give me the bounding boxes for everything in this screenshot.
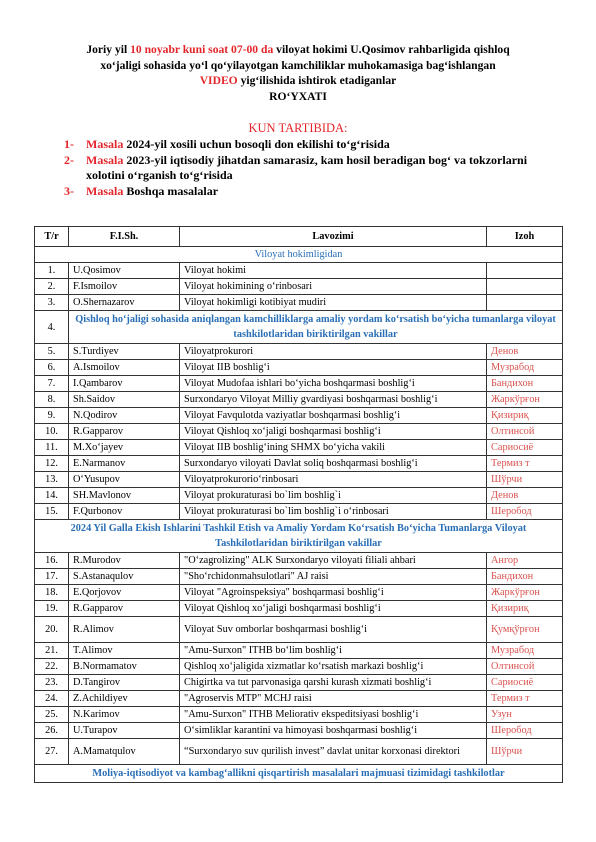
person-position: O‘simliklar karantini va himoyasi boshqarmasi boshlig‘i [180, 723, 487, 739]
agenda-item-text: Masala 2023-yil iqtisodiy jihatdan samarasiz, kam hosil beradigan bog‘ va tokzorlarni xolotini o‘rganish to‘g‘risida [86, 152, 528, 182]
person-position: Viloyat prokuraturasi bo`lim boshlig`i [180, 488, 487, 504]
agenda-item [64, 184, 554, 200]
row-number: 18. [35, 585, 69, 601]
row-number: 4. [35, 311, 69, 344]
participants-table [34, 226, 563, 783]
person-position: Viloyat hokimligi kotibiyat mudiri [180, 295, 487, 311]
header-text: viloyat hokimi U.Qosimov rahbarligida qishloq [273, 43, 510, 56]
row-number: 14. [35, 488, 69, 504]
district-note: Бандихон [487, 376, 563, 392]
table-row [35, 643, 563, 659]
person-position: Viloyat Mudofaa ishlari bo‘yicha boshqarmasi boshlig‘i [180, 376, 487, 392]
column-header-note: Izoh [487, 227, 563, 247]
agenda-item-keyword: Masala [86, 183, 124, 198]
agenda-title: KUN TARTIBIDA: [248, 121, 348, 135]
table-row [35, 263, 563, 279]
row-number: 17. [35, 569, 69, 585]
person-name: O.Shernazarov [69, 295, 180, 311]
person-name: A.Ismoilov [69, 360, 180, 376]
row-number: 12. [35, 456, 69, 472]
person-position: Viloyat Qishloq xo‘jaligi boshqarmasi boshlig‘i [180, 424, 487, 440]
person-name: F.Qurbonov [69, 504, 180, 520]
person-name: D.Tangirov [69, 675, 180, 691]
district-note: Термиз т [487, 691, 563, 707]
person-position: Surxondaryo Viloyat Milliy gvardiyasi boshqarmasi boshlig‘i [180, 392, 487, 408]
column-header-number: T/r [35, 227, 69, 247]
person-name: Z.Achildiyev [69, 691, 180, 707]
person-position: Viloyat prokuraturasi bo`lim boshlig`i o‘rinbosari [180, 504, 487, 520]
person-name: F.Ismoilov [69, 279, 180, 295]
person-position: Viloyat IIB boshlig‘i [180, 360, 487, 376]
table-row [35, 553, 563, 569]
row-number: 23. [35, 675, 69, 691]
table-row [35, 707, 563, 723]
district-note: Жаркўрғон [487, 392, 563, 408]
person-position: Viloyat "Agroinspeksiya" boshqarmasi boshlig‘i [180, 585, 487, 601]
person-name: T.Alimov [69, 643, 180, 659]
person-position: "Sho‘rchidonmahsulotlari" AJ raisi [180, 569, 487, 585]
district-note: Олтинсой [487, 659, 563, 675]
district-note: Бандихон [487, 569, 563, 585]
table-row [35, 392, 563, 408]
district-note: Музрабод [487, 643, 563, 659]
district-note [487, 279, 563, 295]
header-text: yig‘ilishida ishtirok etadiganlar [237, 74, 397, 87]
agenda-item-text: Masala 2024-yil xosili uchun bosoqli don ekilishi to‘g‘risida [86, 137, 390, 151]
person-position: "Agroservis MTP" MCHJ raisi [180, 691, 487, 707]
table-row [35, 675, 563, 691]
district-note: Қизириқ [487, 408, 563, 424]
person-position: Viloyat IIB boshlig‘ining SHMX bo‘yicha vakili [180, 440, 487, 456]
district-note: Жаркўрғон [487, 585, 563, 601]
row-number: 22. [35, 659, 69, 675]
person-name: S.Turdiyev [69, 344, 180, 360]
row-number: 13. [35, 472, 69, 488]
district-note: Денов [487, 488, 563, 504]
person-position: “Surxondaryo suv qurilish invest” davlat unitar korxonasi direktori [180, 739, 487, 765]
person-position: Viloyat Suv omborlar boshqarmasi boshlig‘i [180, 617, 487, 643]
person-name: E.Narmanov [69, 456, 180, 472]
header-line-1 [40, 42, 556, 58]
row-number: 5. [35, 344, 69, 360]
person-name: R.Alimov [69, 617, 180, 643]
row-number: 16. [35, 553, 69, 569]
district-note: Сариосиё [487, 440, 563, 456]
row-number: 1. [35, 263, 69, 279]
district-note: Ангор [487, 553, 563, 569]
person-position: Surxondaryo viloyati Davlat soliq boshqarmasi boshlig‘i [180, 456, 487, 472]
person-name: M.Xo‘jayev [69, 440, 180, 456]
agenda-item [64, 137, 554, 153]
row-number: 8. [35, 392, 69, 408]
district-note: Денов [487, 344, 563, 360]
row-number: 20. [35, 617, 69, 643]
person-name: N.Karimov [69, 707, 180, 723]
agenda-item-keyword: Masala [86, 152, 124, 167]
header-text: Joriy yil [86, 43, 131, 56]
table-row [35, 440, 563, 456]
table-row [35, 585, 563, 601]
district-note: Шеробод [487, 504, 563, 520]
table-row [35, 344, 563, 360]
table-row [35, 360, 563, 376]
header-line-2: xo‘jaligi sohasida yo‘l qo‘yilayotgan kamchiliklar muhokamasiga bag‘ishlangan [100, 58, 496, 72]
person-name: I.Qambarov [69, 376, 180, 392]
person-position: Viloyatprokurorio‘rinbosari [180, 472, 487, 488]
row-number: 26. [35, 723, 69, 739]
district-note: Шеробод [487, 723, 563, 739]
person-name: U.Qosimov [69, 263, 180, 279]
person-name: B.Normamatov [69, 659, 180, 675]
district-note: Узун [487, 707, 563, 723]
table-row [35, 376, 563, 392]
row-number: 10. [35, 424, 69, 440]
table-row [35, 691, 563, 707]
table-row [35, 617, 563, 643]
table-row [35, 279, 563, 295]
person-name: A.Mamatqulov [69, 739, 180, 765]
row-number: 24. [35, 691, 69, 707]
row-number: 9. [35, 408, 69, 424]
agenda-list [64, 137, 554, 199]
row-number: 25. [35, 707, 69, 723]
table-row [35, 504, 563, 520]
person-name: SH.Mavlonov [69, 488, 180, 504]
district-note [487, 263, 563, 279]
table-row [35, 488, 563, 504]
district-note: Қумқўрғон [487, 617, 563, 643]
table-header-row [35, 227, 563, 247]
header-video-label: VIDEO [199, 74, 238, 87]
row-number: 19. [35, 601, 69, 617]
agenda-item [64, 153, 554, 184]
section-heading-finance-row [35, 765, 563, 783]
section-heading-agriculture: Qishloq ho‘jaligi sohasida aniqlangan kamchilliklarga amaliy yordam ko‘rsatish bo‘yicha tumanlarga viloyat tashkilotlaridan biriktirilgan vakillar [69, 311, 563, 344]
agenda-item-number: 3- [64, 183, 74, 198]
person-name: O‘Yusupov [69, 472, 180, 488]
section-heading-regional: Viloyat hokimligidan [35, 247, 563, 263]
row-number: 15. [35, 504, 69, 520]
table-row [35, 295, 563, 311]
person-name: R.Gapparov [69, 601, 180, 617]
person-name: N.Qodirov [69, 408, 180, 424]
person-position: "Amu-Surxon" ITHB Meliorativ ekspeditsiyasi boshlig‘i [180, 707, 487, 723]
person-position: Viloyat hokimining o‘rinbosari [180, 279, 487, 295]
district-note: Олтинсой [487, 424, 563, 440]
person-position: Viloyat Favqulotda vaziyatlar boshqarmasi boshlig‘i [180, 408, 487, 424]
person-name: U.Turapov [69, 723, 180, 739]
person-position: Chigirtka va tut parvonasiga qarshi kurash xizmati boshlig‘i [180, 675, 487, 691]
district-note: Шўрчи [487, 472, 563, 488]
header-line-3 [40, 73, 556, 89]
person-name: S.Astanaqulov [69, 569, 180, 585]
table-row [35, 424, 563, 440]
person-name: R.Murodov [69, 553, 180, 569]
agenda-item-number: 1- [64, 137, 74, 151]
table-body [35, 247, 563, 783]
district-note: Сариосиё [487, 675, 563, 691]
district-note [487, 295, 563, 311]
row-number: 2. [35, 279, 69, 295]
person-name: E.Qorjovov [69, 585, 180, 601]
section-heading-regional-row [35, 247, 563, 263]
section-heading-agriculture-row [35, 311, 563, 344]
column-header-position: Lavozimi [180, 227, 487, 247]
person-name: Sh.Saidov [69, 392, 180, 408]
person-position: Viloyat hokimi [180, 263, 487, 279]
district-note: Қизириқ [487, 601, 563, 617]
table-row [35, 723, 563, 739]
district-note: Термиз т [487, 456, 563, 472]
row-number: 11. [35, 440, 69, 456]
section-heading-finance: Moliya-iqtisodiyot va kambag‘allikni qisqartirish masalalari majmuasi tizimidagi tashkilotlar [35, 765, 563, 783]
agenda-item-keyword: Masala [86, 137, 124, 151]
person-name: R.Gapparov [69, 424, 180, 440]
person-position: "Amu-Surxon" ITHB bo‘lim boshlig‘i [180, 643, 487, 659]
row-number: 7. [35, 376, 69, 392]
column-header-name: F.I.Sh. [69, 227, 180, 247]
district-note: Музрабод [487, 360, 563, 376]
person-position: Qishloq xo‘jaligida xizmatlar ko‘rsatish markazi boshlig‘i [180, 659, 487, 675]
row-number: 3. [35, 295, 69, 311]
row-number: 27. [35, 739, 69, 765]
person-position: Viloyat Qishloq xo‘jaligi boshqarmasi boshlig‘i [180, 601, 487, 617]
district-note: Шўрчи [487, 739, 563, 765]
table-row [35, 739, 563, 765]
section-heading-sowing-row [35, 520, 563, 553]
document-title: RO‘YXATI [269, 89, 327, 103]
table-row [35, 601, 563, 617]
document-header [40, 42, 556, 104]
agenda-item-text: Masala Boshqa masalalar [86, 183, 219, 198]
person-position: Viloyatprokurori [180, 344, 487, 360]
table-row [35, 408, 563, 424]
person-position: "O‘zagrolizing" ALK Surxondaryo viloyati filiali ahbari [180, 553, 487, 569]
row-number: 6. [35, 360, 69, 376]
table-row [35, 569, 563, 585]
header-datetime: 10 noyabr kuni soat 07-00 da [130, 43, 274, 56]
table-row [35, 472, 563, 488]
agenda-item-number: 2- [64, 152, 74, 167]
row-number: 21. [35, 643, 69, 659]
table-row [35, 456, 563, 472]
table-row [35, 659, 563, 675]
section-heading-sowing: 2024 Yil Galla Ekish Ishlarini Tashkil Etish va Amaliy Yordam Ko‘rsatish Bo‘yicha Tumanlarga Viloyat Tashkilotlaridan biriktirilgan vakillar [35, 520, 563, 553]
